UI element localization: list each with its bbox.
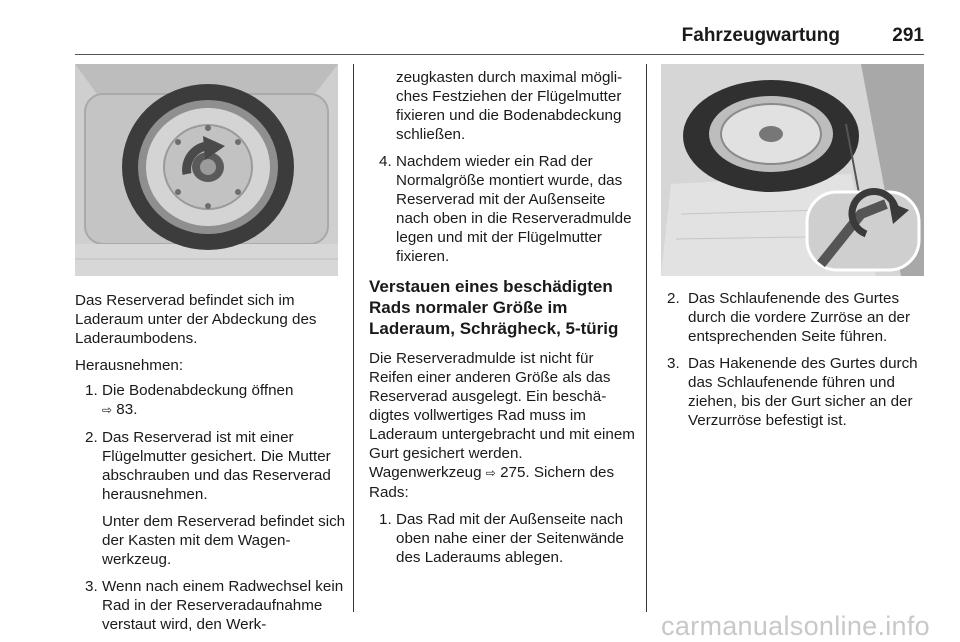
page-reference-link[interactable]: 275. Sichern des Rads: <box>369 464 615 501</box>
intro-paragraph: Das Reserverad befindet sich im Laderaum unter der Abdeckung des Laderaumbodens. <box>75 292 317 347</box>
step-text: Das Hakenende des Gurtes durch das Schlaufenende führen und ziehen, bis der Gurt sicher an der Verzurröse befestigt ist. <box>688 355 918 429</box>
list-item <box>369 510 637 567</box>
column-divider-1 <box>353 64 354 612</box>
step-note: Unter dem Reserverad befindet sich der Kasten mit dem Wagenwerkzeug. <box>102 513 346 568</box>
step-text: Nachdem wieder ein Rad der Normalgröße montiert wurde, das Reserverad mit der Außenseite nach oben in die Reserveradmulde legen und mit der Flügelmutter fixieren. <box>396 153 632 265</box>
step-number: 1. <box>379 511 392 528</box>
step-text: Wenn nach einem Radwechsel kein Rad in der Reserveradaufnahme verstaut wird, den Werk- <box>102 578 344 633</box>
step-text: Das Rad mit der Außenseite nach oben nahe einer der Seitenwände des Laderaums ablegen. <box>396 511 624 566</box>
spare-wheel-illustration <box>75 64 338 276</box>
column-divider-2 <box>646 64 647 612</box>
step-number: 1. <box>85 382 98 399</box>
section-paragraph: Die Reserveradmulde ist nicht für Reifen einer anderen Größe als das Reserverad ausgelegt. Ein beschädigtes vollwertiges Rad muss im Laderaum untergebracht und mit einem Gurt gesichert werden. <box>369 350 635 462</box>
step-number: 3. <box>85 578 98 595</box>
list-item <box>369 152 637 266</box>
page-header <box>0 0 960 56</box>
column-1 <box>75 291 347 642</box>
page-reference-link[interactable]: 83. <box>116 401 138 418</box>
step-text: Das Schlaufenende des Gurtes durch die vordere Zurröse an der entsprechenden Seite führen. <box>688 290 911 345</box>
step-number: 2. <box>85 429 98 446</box>
removal-label: Herausnehmen: <box>75 357 184 374</box>
header-divider <box>75 54 924 55</box>
cross-reference-arrow-icon: ⇨ <box>102 403 113 417</box>
column-3 <box>661 289 929 438</box>
spare-wheel-photo <box>75 64 338 276</box>
list-item <box>75 428 347 569</box>
step-number: 3. <box>667 355 680 372</box>
wheel-strap-photo <box>661 64 924 276</box>
tools-label: Wagenwerkzeug <box>369 464 482 481</box>
column-2 <box>369 68 637 575</box>
step-number: 2. <box>667 290 680 307</box>
list-item <box>75 577 347 634</box>
list-item <box>661 354 929 430</box>
step-number: 4. <box>379 153 392 170</box>
page-number: 291 <box>892 25 924 46</box>
chapter-title: Fahrzeugwartung <box>681 25 840 46</box>
removal-steps <box>75 381 347 634</box>
step-continuation: zeugkasten durch maximal mögliches Festziehen der Flügelmutter fixieren und die Bodenabdeckung schließen. <box>396 69 623 143</box>
cross-reference-arrow-icon: ⇨ <box>485 466 496 480</box>
wheel-strap-illustration <box>661 64 924 276</box>
tools-reference <box>369 463 637 502</box>
list-item <box>75 381 347 420</box>
section-heading: Verstauen eines beschädigten Rads normaler Größe im Laderaum, Schrägheck, 5-türig <box>369 277 619 338</box>
list-item <box>661 289 929 346</box>
step-text: Das Reserverad ist mit einer Flügelmutter gesichert. Die Mutter abschrauben und das Reserverad herausnehmen. <box>102 429 331 503</box>
step-text: Die Bodenabdeckung öffnen <box>102 382 294 399</box>
watermark: carmanualsonline.info <box>661 611 930 641</box>
